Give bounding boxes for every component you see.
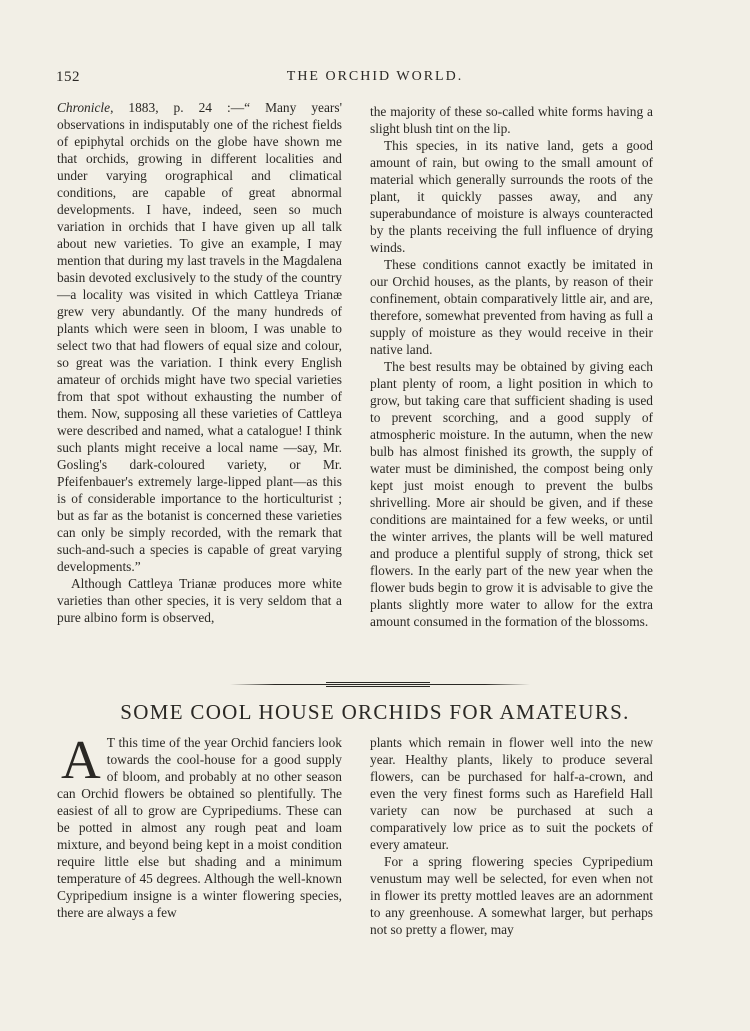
running-title: THE ORCHID WORLD. bbox=[286, 69, 464, 84]
opening-text: T this time of the year Orchid fanciers look towards the cool-house for a good supply of bloom, and probably at no other season can Orchid flowers be obtained so plentifully. The easiest of all to grow are Cypripediums. These can be potted in almost any rough peat and loam mixture, and beyond being kept in a moist condition require little else but shading and a minimum temperature of 45 degrees. Although the well-known Cypripedium insigne is a winter flowering species, there are always a few bbox=[57, 735, 342, 920]
section-divider-ornament bbox=[326, 682, 430, 687]
page-number: 152 bbox=[56, 69, 80, 85]
column-bottom-left bbox=[57, 729, 342, 921]
paragraph: the majority of these so-called white forms having a slight blush tint on the lip. bbox=[370, 104, 653, 136]
paragraph: plants which remain in flower well into the new year. Healthy plants, likely to produce several flowers, can be purchased for half-a-crown, and even the very finest forms such as Harefield Hall variety can now be purchased at such a comparatively low price as to suit the pockets of every amateur. bbox=[370, 735, 653, 852]
quote-text: , 1883, p. 24 :—“ Many years' observations in indisputably one of the richest fields of epiphytal orchids on the globe have shown me that orchids, growing in different localities and under varying orographical and climatical conditions, are capable of great abnormal developments. I have, indeed, seen so much variation in orchids that I have given up all talk about new varieties. To give an example, I may mention that during my last travels in the Magdalena basin devoted exclusively to the study of the country—a locality was visited in which Cattleya Trianæ grew very abundantly. Of the many hundreds of plants which were seen in bloom, I was unable to select two that had flowers of equal size and colour, so great was the variation. I think every English amateur of orchids might have two special varieties from that spot without exhausting the number of them. Now, supposing all these varieties of Cattleya were described and named, what a catalogue! I think such plants might receive a local name —say, Mr. Gosling's dark-coloured variety, or Mr. Pfeifenbauer's extremely large-lipped plant—as this is of considerable importance to the horticulturist ; but as far as the botanist is concerned these varieties can only be simply recorded, with the remark that such-and-such a species is capable of great varying developments.” bbox=[57, 100, 342, 574]
source-title: Chronicle bbox=[57, 100, 111, 115]
drop-cap: A bbox=[61, 729, 101, 790]
column-bottom-right bbox=[370, 734, 653, 938]
paragraph: This species, in its native land, gets a good amount of rain, but owing to the small amount of material which generally surrounds the roots of the plant, it quickly passes away, and any superabundance of moisture is always counteracted by the plants receiving the full influence of drying winds. bbox=[370, 138, 653, 255]
paragraph: Although Cattleya Trianæ produces more white varieties than other species, it is very seldom that a pure albino form is observed, bbox=[57, 576, 342, 625]
paragraph-quote bbox=[57, 99, 342, 575]
paragraph: The best results may be obtained by giving each plant plenty of room, a light position in which to grow, but taking care that sufficient shading is used to prevent scorching, and a good supply of atmospheric moisture. In the autumn, when the new bulb has almost finished its growth, the supply of water must be diminished, the compost being only kept just moist enough to prevent the bulbs shrivelling. More air should be given, and if these conditions are maintained for a few weeks, or until the winter arrives, the plants will be well matured and produce a plentiful supply of strong, thick set flowers. In the early part of the new year when the flower buds begin to grow it is advisable to give the plants slightly more water to allow for the extra amount consumed in the formation of the blossoms. bbox=[370, 359, 653, 629]
paragraph-opening bbox=[57, 729, 342, 921]
column-top-right bbox=[370, 103, 653, 630]
paragraph: For a spring flowering species Cypripedium venustum may well be selected, for even when not in flower its pretty mottled leaves are an adornment to any greenhouse. A somewhat larger, but perhaps not so pretty a flower, may bbox=[370, 854, 653, 937]
paragraph: These conditions cannot exactly be imitated in our Orchid houses, as the plants, by reason of their confinement, obtain comparatively little air, and are, therefore, somewhat prevented from having as full a supply of moisture as they would receive in their native land. bbox=[370, 257, 653, 357]
column-top-left bbox=[57, 99, 342, 626]
section-title: SOME COOL HOUSE ORCHIDS FOR AMATEURS. bbox=[120, 700, 630, 724]
